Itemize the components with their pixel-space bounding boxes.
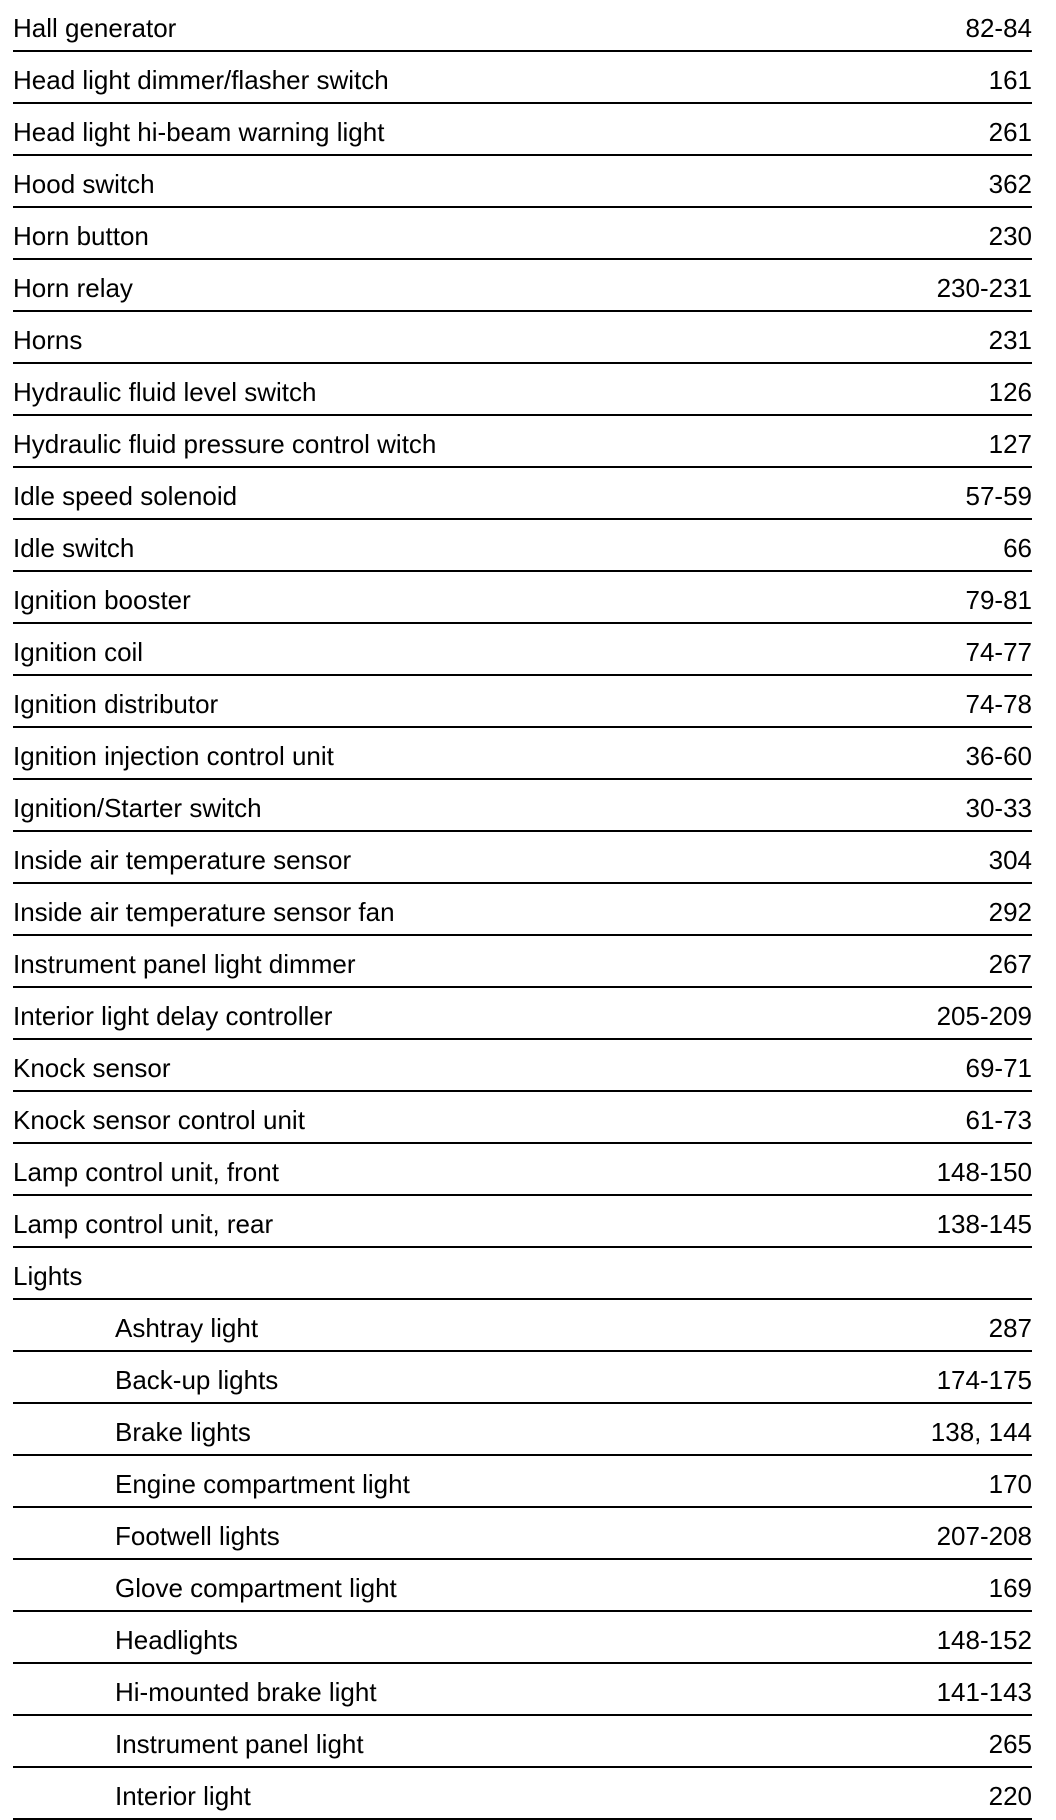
index-entry-row [13,780,1032,832]
index-page-reference: 30-33 [965,793,1032,823]
index-entry-row [13,312,1032,364]
index-page-reference: 148-150 [936,1157,1032,1187]
index-entry-row [13,468,1032,520]
index-entry-term: Head light dimmer/flasher switch [13,65,389,95]
index-entry-row [13,260,1032,312]
index-entry-row [13,1196,1032,1248]
index-page-reference: 138-145 [936,1209,1032,1239]
index-entry-row [13,1144,1032,1196]
index-entry-term: Instrument panel light dimmer [13,949,356,979]
index-entry-term: Idle switch [13,533,135,563]
index-page-reference: 79-81 [965,585,1032,615]
index-subentry-term: Headlights [115,1625,238,1655]
index-page-reference: 126 [988,377,1032,407]
index-subentry-term: Instrument panel light [115,1729,364,1759]
index-page-reference: 66 [1003,533,1032,563]
index-subentry-row [13,1664,1032,1716]
index-page-reference: 57-59 [965,481,1032,511]
index-page-reference: 127 [988,429,1032,459]
index-page-reference: 74-77 [965,637,1032,667]
index-page-reference: 161 [988,65,1032,95]
index-subentry-row [13,1404,1032,1456]
index-entry-row [13,884,1032,936]
index-page-reference: 170 [988,1469,1032,1499]
index-entry-row [13,728,1032,780]
index-subentry-row [13,1508,1032,1560]
index-page-reference: 265 [988,1729,1032,1759]
index-subentry-term: Glove compartment light [115,1573,397,1603]
index-subentry-term: Ashtray light [115,1313,259,1343]
index-entry-row [13,676,1032,728]
index-page-reference: 205-209 [936,1001,1032,1031]
index-page-reference: 82-84 [965,13,1032,43]
index-page-reference: 231 [988,325,1032,355]
index-entry-term: Ignition distributor [13,689,219,719]
index-entry-term: Hood switch [13,169,155,199]
index-entry-term: Ignition booster [13,585,191,615]
index-entry-term: Inside air temperature sensor fan [13,897,395,927]
index-entry-term: Horns [13,325,83,355]
index-page-reference: 261 [988,117,1032,147]
index-subentry-row [13,1456,1032,1508]
index-page-reference: 207-208 [936,1521,1032,1551]
index-page-reference: 174-175 [936,1365,1032,1395]
index-entry-term: Ignition injection control unit [13,741,334,771]
index-page-reference: 69-71 [965,1053,1032,1083]
index-page-reference: 220 [988,1781,1032,1811]
index-page-reference: 304 [988,845,1032,875]
index-entry-term: Idle speed solenoid [13,481,238,511]
index-entry-term: Ignition coil [13,637,144,667]
index-entry-term: Hydraulic fluid level switch [13,377,317,407]
index-table [13,0,1032,1820]
index-subentry-row [13,1300,1032,1352]
index-page-reference: 36-60 [965,741,1032,771]
index-entry-term: Horn relay [13,273,133,303]
index-entry-row [13,572,1032,624]
index-page-reference: 169 [988,1573,1032,1603]
index-entry-row [13,364,1032,416]
index-page-reference: 230-231 [936,273,1032,303]
index-subentry-term: Brake lights [115,1417,251,1447]
index-entry-row [13,1248,1032,1300]
index-entry-row [13,936,1032,988]
index-entry-row [13,520,1032,572]
index-entry-term: Hydraulic fluid pressure control witch [13,429,437,459]
index-entry-term: Interior light delay controller [13,1001,333,1031]
index-entry-row [13,52,1032,104]
index-entry-term: Lights [13,1261,83,1291]
index-subentry-term: Back-up lights [115,1365,279,1395]
index-subentry-row [13,1352,1032,1404]
index-subentry-term: Hi-mounted brake light [115,1677,377,1707]
index-subentry-term: Engine compartment light [115,1469,410,1499]
index-subentry-row [13,1716,1032,1768]
index-subentry-row [13,1768,1032,1820]
index-entry-term: Hall generator [13,13,177,43]
index-page-reference: 141-143 [936,1677,1032,1707]
index-entry-term: Lamp control unit, front [13,1157,279,1187]
index-page-reference: 267 [988,949,1032,979]
index-entry-row [13,104,1032,156]
index-entry-row [13,208,1032,260]
index-page-reference: 138, 144 [930,1417,1032,1447]
index-entry-term: Ignition/Starter switch [13,793,262,823]
index-entry-row [13,0,1032,52]
index-entry-term: Knock sensor control unit [13,1105,305,1135]
index-page-reference: 362 [988,169,1032,199]
index-subentry-term: Interior light [115,1781,251,1811]
index-entry-term: Head light hi-beam warning light [13,117,385,147]
index-page-reference: 61-73 [965,1105,1032,1135]
index-entry-term: Horn button [13,221,149,251]
index-entry-row [13,416,1032,468]
index-page-reference: 148-152 [936,1625,1032,1655]
index-page-reference: 287 [988,1313,1032,1343]
index-subentry-term: Footwell lights [115,1521,280,1551]
index-entry-row [13,988,1032,1040]
index-entry-term: Knock sensor [13,1053,171,1083]
index-page-reference: 74-78 [965,689,1032,719]
index-entry-term: Lamp control unit, rear [13,1209,274,1239]
index-page-reference: 292 [988,897,1032,927]
index-entry-row [13,156,1032,208]
index-subentry-row [13,1560,1032,1612]
index-entry-row [13,832,1032,884]
index-entry-row [13,1092,1032,1144]
index-entry-term: Inside air temperature sensor [13,845,352,875]
index-page-reference: 230 [988,221,1032,251]
index-subentry-row [13,1612,1032,1664]
index-entry-row [13,1040,1032,1092]
index-entry-row [13,624,1032,676]
